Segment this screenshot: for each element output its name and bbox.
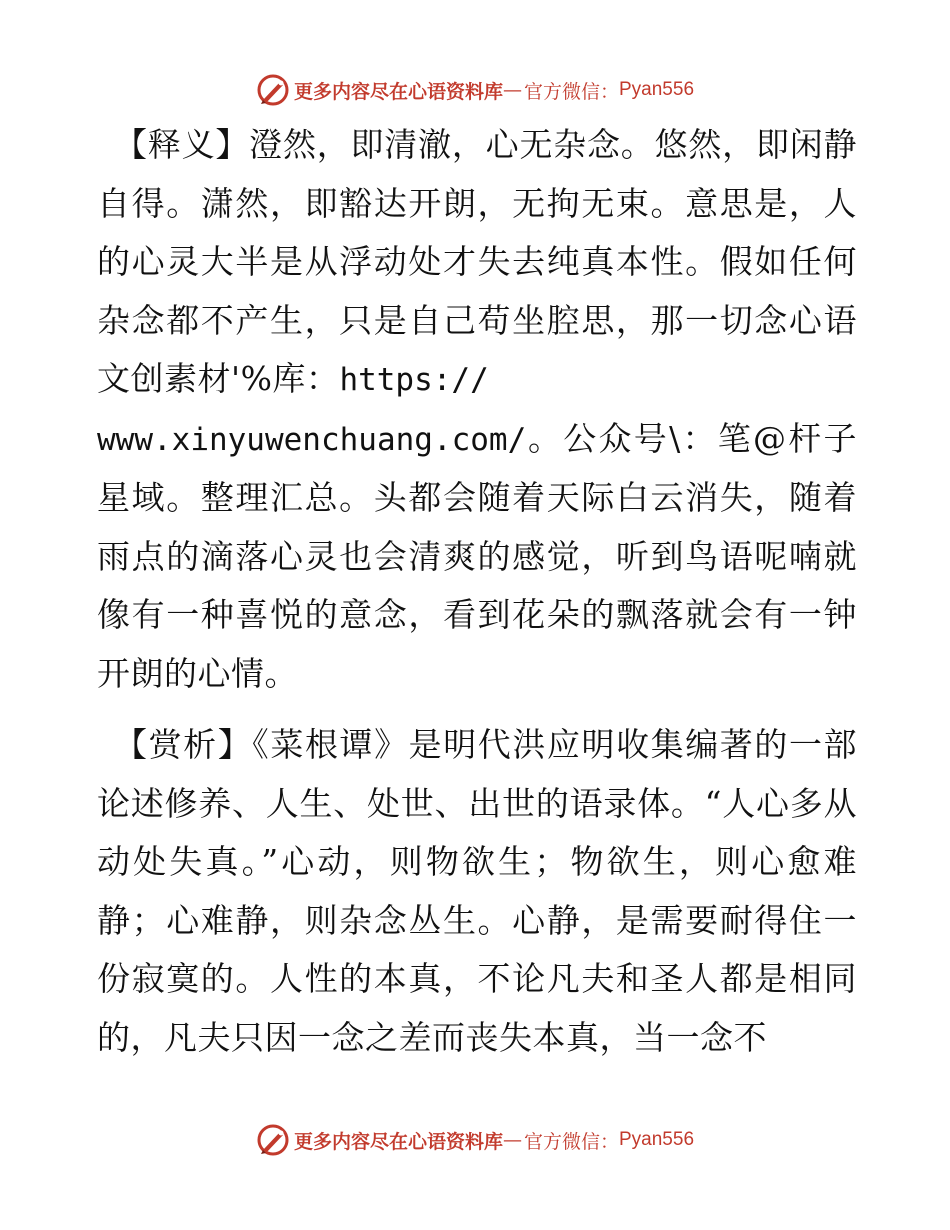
footer-dash: — [502,1129,522,1151]
appreciation-tag: 【赏析】 [114,725,253,764]
header-wechat-label: 官方微信： [523,80,619,103]
explanation-url-a: https:// [339,362,489,398]
explanation-url-b: www.xinyuwenchuang.com/ [97,421,527,458]
appreciation-text: 《菜根谭》是明代洪应明收集编著的一部论述修养、人生、处世、出世的语录体。“人心多从动处失真。”心动，则物欲生；物欲生，则心愈难静；心难静，则杂念丛生。心静，是需要耐得住一份寂寞的。人性的本真，不论凡夫和圣人都是相同的，凡夫只因一念之差而丧失本真，当一念不 [97,725,858,1057]
pen-logo-icon [256,73,290,107]
explanation-text-b: 。公众号\：笔@杆子星域。整理汇总。头都会随着天际白云消失，随着雨点的滴落心灵也会清爽的感觉，听到鸟语呢喃就像有一种喜悦的意念，看到花朵的飘落就会有一钟开朗的心情。 [97,418,857,693]
header-banner [0,73,950,107]
footer-wechat-label: 官方微信： [523,1130,619,1153]
footer-banner [0,1123,950,1157]
explanation-tag: 【释义】 [114,125,250,164]
pen-logo-icon [256,1123,290,1157]
header-dash: — [502,79,522,101]
footer-brand-text: 更多内容尽在心语资料库 [293,1130,503,1153]
explanation-text-a: 澄然，即清澈，心无杂念。悠然，即闲静自得。潇然，即豁达开朗，无拘无束。意思是，人的心灵大半是从浮动处才失去纯真本性。假如任何杂念都不产生，只是自己苟坐腔思，那一切念心语文创素材'%库： [97,125,858,398]
paragraph-explanation [97,116,857,703]
header-brand-text: 更多内容尽在心语资料库 [293,80,503,103]
footer-wechat-id: Pyan556 [619,1129,695,1150]
paragraph-appreciation [97,716,857,1067]
header-wechat-id: Pyan556 [619,79,695,100]
